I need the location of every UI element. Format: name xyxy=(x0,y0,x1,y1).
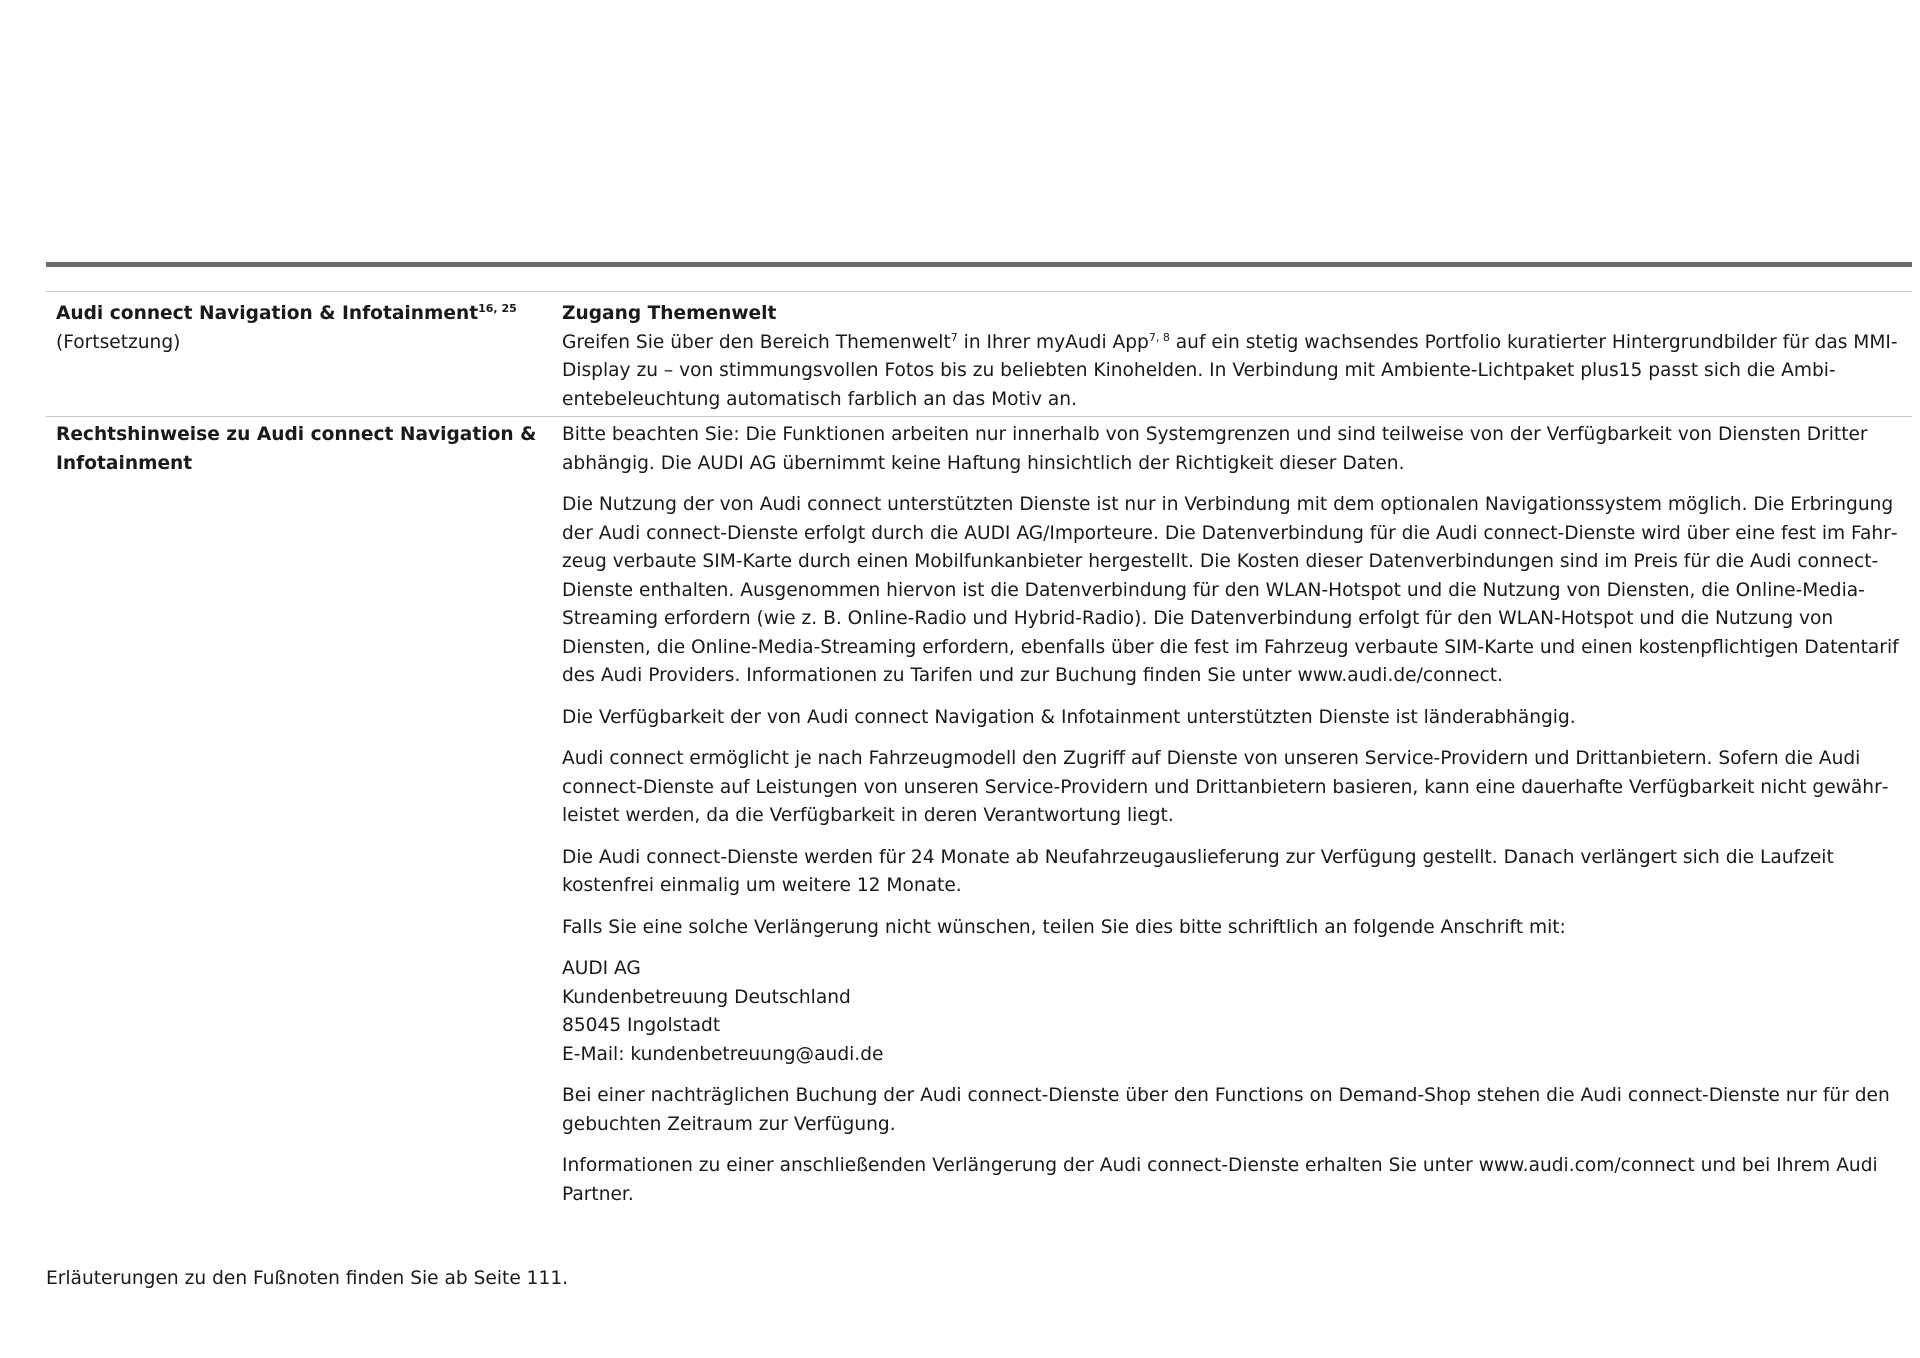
address-email: E-Mail: kundenbetreuung@audi.de xyxy=(562,1043,884,1065)
address-line: AUDI AG xyxy=(562,958,641,979)
paragraph: Die Nutzung der von Audi connect unterstützten Dienste ist nur in Verbindung mit dem optionalen Navigationssystem möglich. Die Erbringung der Audi connect-Dienste erfolgt durch die AUDI AG/Importeure. Die Datenverbindung für die Audi connect-Dienste wird über eine fest im Fahrzeug verbaute SIM-Karte durch einen Mobilfunkanbieter hergestellt. Die Kosten dieser Datenverbindungen sind im Preis für die Audi connect-Dienste enthalten. Ausgenommen hiervon ist die Datenverbindung für den WLAN-Hotspot und die Nutzung von Diensten, die Online-Media-Streaming erfordern (wie z. B. Online-Radio und Hybrid-Radio). Die Datenverbindung erfolgt für den WLAN-Hotspot und die Nutzung von Diensten, die Online-Media-Streaming erfordern, ebenfalls über die fest im Fahrzeug verbaute SIM-Karte und einen kostenpflichtigen Datentarif des Audi Providers. Informationen zu Tarifen und zur Buchung finden Sie unter www.audi.de/connect. xyxy=(562,494,1899,686)
row-label-title xyxy=(56,300,562,329)
section-text xyxy=(562,329,1902,415)
row-content-cell xyxy=(562,421,1912,1222)
paragraph: Die Audi connect-Dienste werden für 24 Monate ab Neufahrzeugauslieferung zur Verfügung gestellt. Danach verlängert sich die Laufzeit kostenfrei einmalig um weitere 12 Monate. xyxy=(562,846,1834,896)
table-row-themenwelt xyxy=(46,292,1912,416)
paragraph: Bei einer nachträglichen Buchung der Audi connect-Dienste über den Functions on Demand-Shop stehen die Audi connect-Dienste nur für den gebuchten Zeitraum zur Verfügung. xyxy=(562,1085,1890,1135)
table-row-rechtshinweise xyxy=(46,417,1912,1222)
row-label-cell xyxy=(46,421,562,1222)
row-label-cell xyxy=(46,300,562,414)
address-line: 85045 Ingolstadt xyxy=(562,1015,721,1036)
text-segment: Greifen Sie über den Bereich Themenwelt xyxy=(562,331,951,353)
row-content-cell xyxy=(562,300,1912,414)
section-heading: Zugang Themenwelt xyxy=(562,303,777,324)
paragraph: Die Verfügbarkeit der von Audi connect Navigation & Infotainment unterstützten Dienste ist länderabhängig. xyxy=(562,706,1576,728)
paragraph: Informationen zu einer anschließenden Verlängerung der Audi connect-Dienste erhalten Sie unter www.audi.com/connect und bei Ihrem Audi Partner. xyxy=(562,1155,1878,1205)
paragraph: Bitte beachten Sie: Die Funktionen arbeiten nur innerhalb von Systemgrenzen und sind teilweise von der Verfügbarkeit von Diensten Dritter abhängig. Die AUDI AG übernimmt keine Haftung hinsichtlich der Richtigkeit dieser Daten. xyxy=(562,424,1868,474)
text-segment: auf ein stetig wachsendes Portfolio kuratierter Hintergrundbilder für das MMI-Display zu – von stimmungsvollen Fotos bis zu beliebten Kinohelden. In Verbindung mit Ambiente-Lichtpaket plus15 passt sich die Ambientebeleuchtung automatisch farblich an das Motiv an. xyxy=(562,331,1898,410)
text-segment: in Ihrer myAudi App xyxy=(957,331,1149,353)
paragraph: Audi connect ermöglicht je nach Fahrzeugmodell den Zugriff auf Dienste von unseren Service-Providern und Drittanbietern. Sofern die Audi connect-Dienste auf Leistungen von unseren Service-Providern und Drittanbietern basieren, kann eine dauerhafte Verfügbarkeit nicht gewährleistet werden, da die Verfügbarkeit in deren Verantwortung liegt. xyxy=(562,748,1889,826)
row-title-text: Rechtshinweise zu Audi connect Navigation & Infotainment xyxy=(56,424,537,474)
row-title-text: Audi connect Navigation & Infotainment xyxy=(56,303,479,324)
footnote-ref: 16, 25 xyxy=(478,302,517,315)
footnote-reference-note: Erläuterungen zu den Fußnoten finden Sie ab Seite 111. xyxy=(46,1268,569,1289)
address-line: Kundenbetreuung Deutschland xyxy=(562,986,851,1008)
footnote-ref: 7, 8 xyxy=(1148,330,1170,344)
postal-address xyxy=(562,955,1902,1069)
document-page xyxy=(46,262,1912,1222)
paragraph: Falls Sie eine solche Verlängerung nicht wünschen, teilen Sie dies bitte schriftlich an folgende Anschrift mit: xyxy=(562,916,1566,938)
row-label-subtitle: (Fortsetzung) xyxy=(56,331,181,353)
footnote-ref: 7 xyxy=(950,330,958,344)
